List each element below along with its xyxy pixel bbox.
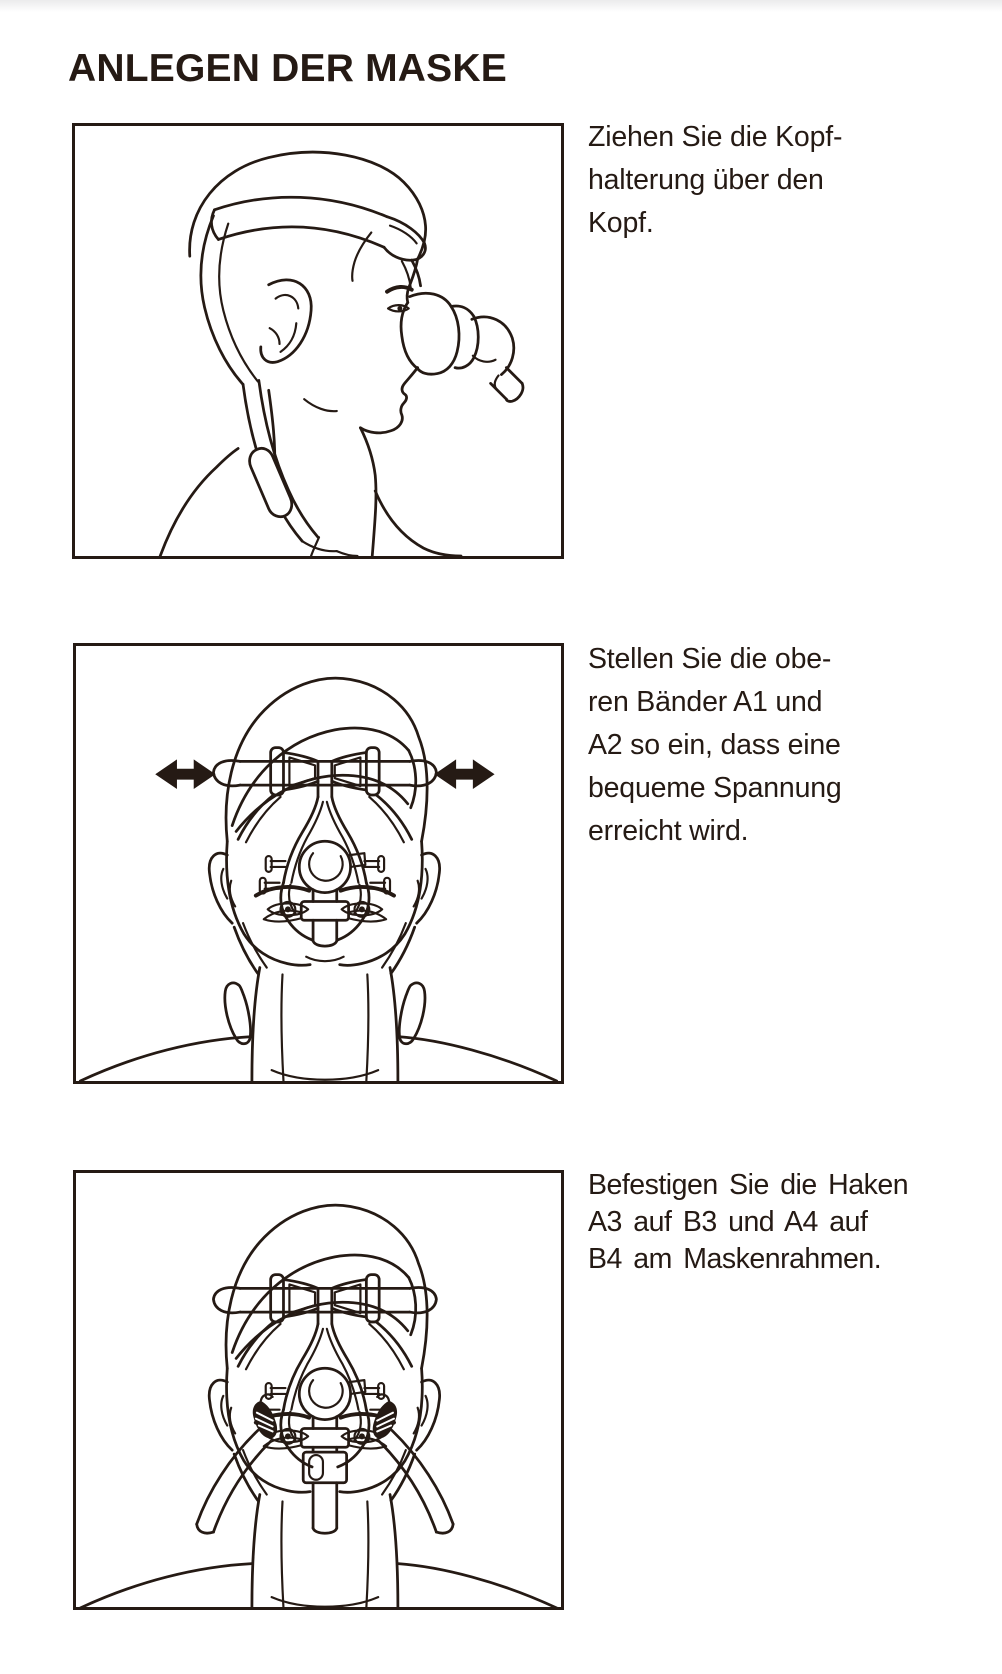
page-top-edge: [0, 0, 1002, 12]
caption-line: Ziehen Sie die Kopf-: [588, 121, 843, 153]
step-2-figure: [73, 643, 564, 1084]
caption-line: B4 am Maskenrahmen.: [588, 1243, 882, 1275]
step-1-figure: [72, 123, 564, 559]
caption-line: A3 auf B3 und A4 auf: [588, 1206, 868, 1238]
caption-line: ren Bänder A1 und: [588, 686, 823, 718]
caption-line: bequeme Spannung: [588, 772, 842, 804]
adjust-arrow-right-icon: [434, 759, 494, 789]
front-view-adjust-straps-illustration: [76, 646, 561, 1081]
step-1-caption: [588, 116, 984, 245]
step-3-figure: [73, 1170, 564, 1610]
step-2-caption: [588, 638, 984, 853]
adjust-arrow-left-icon: [155, 759, 215, 789]
caption-line: A2 so ein, dass eine: [588, 729, 841, 761]
front-view-attach-hooks-illustration: [76, 1173, 561, 1607]
side-view-headgear-illustration: [75, 126, 561, 556]
caption-line: Stellen Sie die obe-: [588, 643, 832, 675]
caption-line: erreicht wird.: [588, 815, 749, 847]
caption-line: halterung über den: [588, 164, 824, 196]
page-title: ANLEGEN DER MASKE: [68, 47, 507, 91]
caption-line: Kopf.: [588, 207, 654, 239]
step-3-caption: [588, 1167, 984, 1278]
caption-line: Befestigen Sie die Haken: [588, 1169, 909, 1201]
